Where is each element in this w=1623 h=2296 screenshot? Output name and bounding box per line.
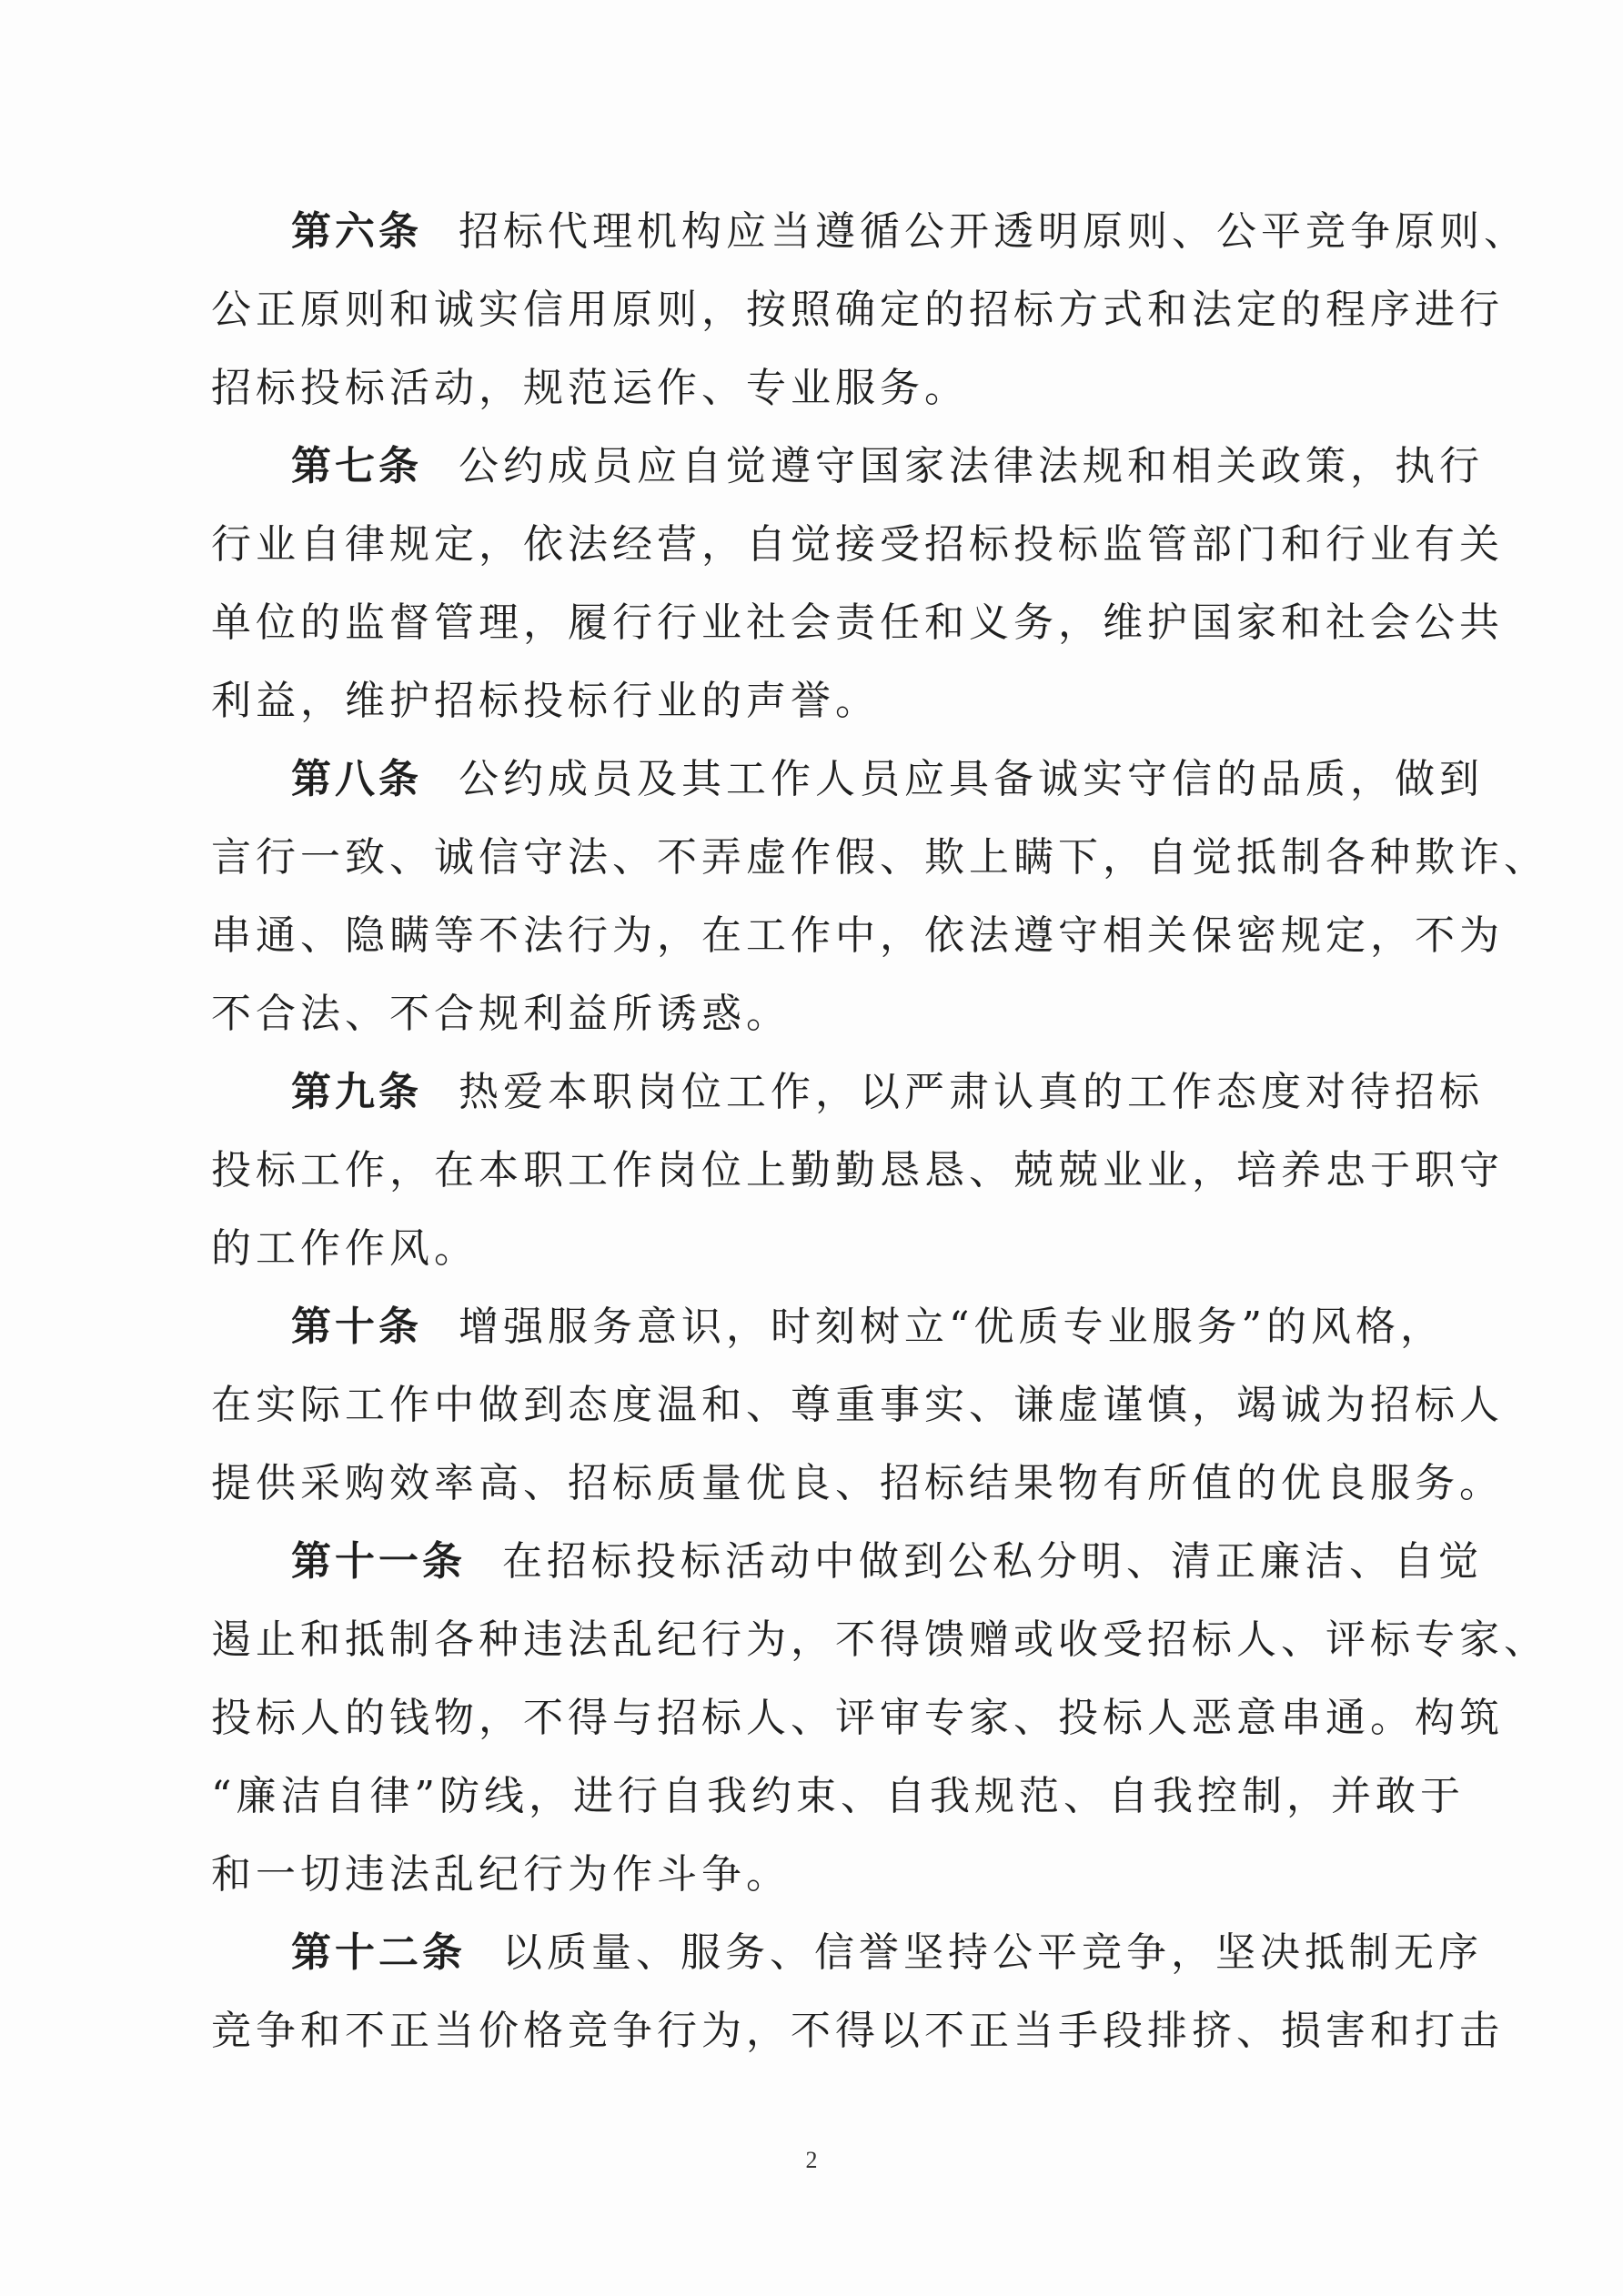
- article-text: 在招标投标活动中做到公私分明、清正廉洁、自觉: [502, 1538, 1483, 1585]
- article-line: “廉洁自律”防线，进行自我约束、自我规范、自我控制，并敢于: [211, 1773, 1465, 1819]
- article-line: 遏止和抵制各种违法乱纪行为，不得馈赠或收受招标人、评标专家、: [211, 1616, 1548, 1663]
- article-line: 利益，维护招标投标行业的声誉。: [211, 678, 880, 724]
- article-8: [211, 740, 1548, 1053]
- article-line: 投标工作，在本职工作岗位上勤勤恳恳、兢兢业业，培养忠于职守: [211, 1147, 1504, 1193]
- article-line: 不合法、不合规利益所诱惑。: [211, 991, 791, 1037]
- article-title: 第八条: [291, 756, 422, 802]
- article-line: [211, 1288, 1445, 1366]
- article-6: [211, 193, 1528, 428]
- article-text: 公约成员及其工作人员应具备诚实守信的品质，做到: [459, 756, 1484, 802]
- article-text: 以质量、服务、信誉坚持公平竞争，坚决抵制无序: [502, 1929, 1483, 1976]
- article-text: 热爱本职岗位工作，以严肃认真的工作态度对待招标: [459, 1069, 1484, 1115]
- article-12: [211, 1914, 1504, 2070]
- article-line: [211, 193, 1528, 271]
- article-line: 串通、隐瞒等不法行为，在工作中，依法遵守相关保密规定，不为: [211, 912, 1504, 959]
- article-line: [211, 1053, 1484, 1132]
- article-line: 的工作作风。: [211, 1225, 479, 1272]
- page-number: 2: [805, 2147, 818, 2173]
- article-line: 招标投标活动，规范运作、专业服务。: [211, 365, 969, 411]
- article-line: 投标人的钱物，不得与招标人、评审专家、投标人恶意串通。构筑: [211, 1695, 1504, 1741]
- article-line: [211, 740, 1484, 819]
- article-title: 第六条: [291, 208, 422, 255]
- article-9: [211, 1053, 1504, 1288]
- article-text: 公约成员应自觉遵守国家法律法规和相关政策，执行: [459, 443, 1484, 489]
- article-7: [211, 428, 1504, 740]
- article-line: 提供采购效率高、招标质量优良、招标结果物有所值的优良服务。: [211, 1460, 1504, 1506]
- article-title: 第七条: [291, 443, 422, 489]
- article-line: 在实际工作中做到态度温和、尊重事实、谦虚谨慎，竭诚为招标人: [211, 1382, 1504, 1428]
- article-line: 竞争和不正当价格竞争行为，不得以不正当手段排挤、损害和打击: [211, 2008, 1504, 2054]
- article-line: 言行一致、诚信守法、不弄虚作假、欺上瞒下，自觉抵制各种欺诈、: [211, 834, 1548, 881]
- article-line: 和一切违法乱纪行为作斗争。: [211, 1851, 791, 1898]
- article-line: 行业自律规定，依法经营，自觉接受招标投标监管部门和行业有关: [211, 521, 1504, 568]
- article-line: 公正原则和诚实信用原则，按照确定的招标方式和法定的程序进行: [211, 287, 1504, 333]
- article-11: [211, 1523, 1548, 1914]
- article-10: [211, 1288, 1504, 1523]
- article-text: 招标代理机构应当遵循公开透明原则、公平竞争原则、: [459, 208, 1528, 255]
- article-title: 第九条: [291, 1069, 422, 1115]
- article-title: 第十条: [291, 1304, 422, 1350]
- article-line: 单位的监督管理，履行行业社会责任和义务，维护国家和社会公共: [211, 599, 1504, 646]
- article-line: [211, 428, 1484, 506]
- document-body: [211, 193, 1548, 2070]
- article-title: 第十二条: [291, 1929, 466, 1976]
- article-text: 增强服务意识，时刻树立“优质专业服务”的风格，: [459, 1304, 1445, 1350]
- article-title: 第十一条: [291, 1538, 466, 1585]
- article-line: [211, 1914, 1483, 1992]
- article-line: [211, 1523, 1483, 1601]
